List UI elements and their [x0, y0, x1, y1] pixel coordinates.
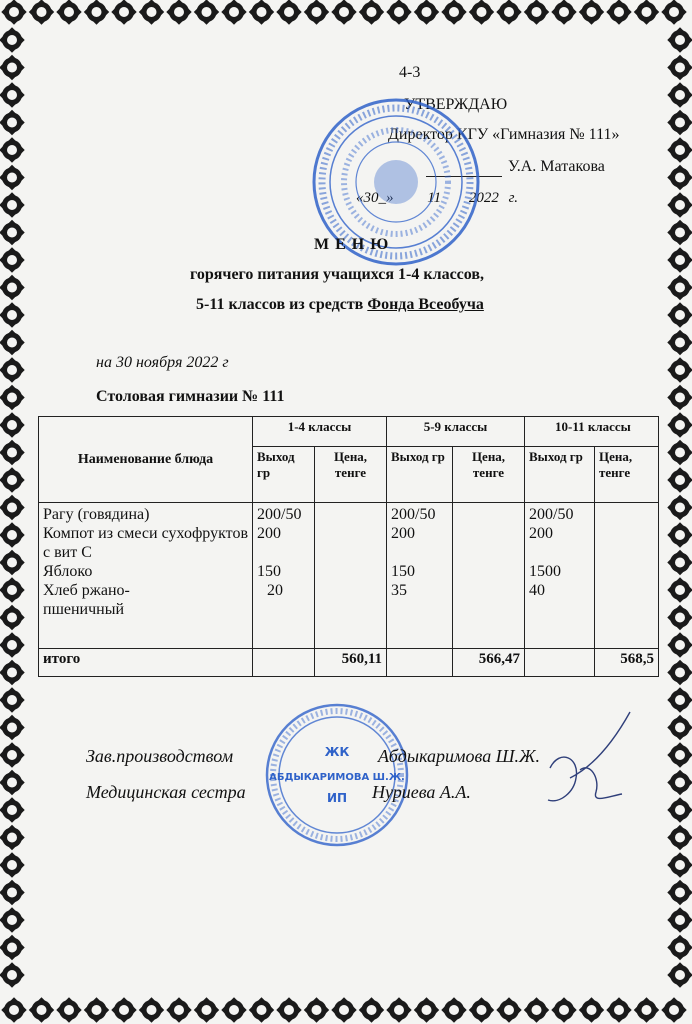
border-ornament-icon	[166, 997, 191, 1022]
border-ornament-icon	[667, 770, 692, 795]
border-ornament-icon	[667, 440, 692, 465]
menu-subtitle-2	[196, 296, 484, 314]
border-ornament-icon	[29, 0, 54, 25]
border-ornament-icon	[667, 852, 692, 877]
border-ornament-icon	[667, 797, 692, 822]
border-ornament-icon	[667, 357, 692, 382]
dish-item: Компот из смеси сухофруктов с вит С	[43, 525, 248, 561]
role-production-head: Зав.производством	[86, 746, 234, 766]
output-col-10-11	[525, 503, 595, 649]
output-cell: 1500	[529, 563, 561, 580]
border-ornament-icon	[0, 660, 25, 685]
border-ornament-icon	[0, 522, 25, 547]
menu-title: М Е Н Ю	[314, 236, 390, 253]
header-group-10-11: 10-11 классы	[525, 417, 659, 447]
border-ornament-icon	[667, 412, 692, 437]
border-ornament-icon	[667, 825, 692, 850]
border-ornament-icon	[524, 997, 549, 1022]
border-ornament-icon	[276, 0, 301, 25]
menu-subtitle-1: горячего питания учащихся 1-4 классов,	[190, 266, 485, 283]
dish-item: Хлеб ржано-пшеничный	[43, 582, 130, 618]
border-ornament-icon	[194, 997, 219, 1022]
total-label: итого	[39, 649, 253, 677]
output-cell	[391, 543, 448, 562]
output-cell: 40	[529, 582, 545, 599]
border-ornament-icon	[667, 880, 692, 905]
total-empty-1	[253, 649, 315, 677]
border-ornament-icon	[667, 660, 692, 685]
border-ornament-icon	[667, 302, 692, 327]
header-output-2: Выход гр	[387, 447, 453, 503]
border-ornament-icon	[249, 997, 274, 1022]
border-ornament-icon	[0, 302, 25, 327]
border-ornament-icon	[579, 0, 604, 25]
border-ornament-icon	[0, 110, 25, 135]
stamp-text-name: АБДЫКАРИМОВА Ш.Ж.	[269, 772, 405, 783]
border-ornament-icon	[0, 605, 25, 630]
header-group-1-4: 1-4 классы	[253, 417, 387, 447]
dish-item: Яблоко	[43, 563, 93, 580]
border-ornament-icon	[667, 110, 692, 135]
border-ornament-icon	[194, 0, 219, 25]
border-ornament-icon	[667, 495, 692, 520]
output-cell: 150	[257, 563, 281, 580]
price-col-5-9	[453, 503, 525, 649]
border-ornament-icon	[166, 0, 191, 25]
output-cell: 200/50	[257, 506, 302, 523]
border-ornament-icon	[0, 165, 25, 190]
header-group-5-9: 5-9 классы	[387, 417, 525, 447]
total-empty-2	[387, 649, 453, 677]
stamp-text-bottom: ИП	[326, 791, 348, 805]
border-ornament-icon	[139, 997, 164, 1022]
border-ornament-icon	[331, 0, 356, 25]
border-ornament-icon	[661, 997, 686, 1022]
border-ornament-icon	[414, 0, 439, 25]
output-cell: 200	[529, 525, 553, 542]
border-ornament-icon	[606, 997, 631, 1022]
border-ornament-icon	[56, 0, 81, 25]
date-day: «30_»	[356, 190, 394, 206]
border-ornament-icon	[0, 247, 25, 272]
border-ornament-icon	[0, 27, 25, 52]
border-ornament-icon	[0, 880, 25, 905]
dish-list	[39, 503, 253, 649]
border-ornament-icon	[359, 997, 384, 1022]
output-cell: 150	[391, 563, 415, 580]
output-cell: 200	[257, 525, 281, 542]
header-price-2: Цена, тенге	[453, 447, 525, 503]
border-ornament-icon	[667, 522, 692, 547]
border-ornament-icon	[667, 715, 692, 740]
border-ornament-icon	[469, 0, 494, 25]
stamp-text-top: ЖК	[324, 745, 350, 759]
border-ornament-icon	[606, 0, 631, 25]
output-cell: 35	[391, 582, 407, 599]
date-year: 2022	[468, 190, 499, 206]
header-price-3: Цена, тенге	[595, 447, 659, 503]
border-ornament-icon	[441, 997, 466, 1022]
border-ornament-icon	[0, 82, 25, 107]
border-ornament-icon	[0, 687, 25, 712]
border-ornament-icon	[0, 852, 25, 877]
price-col-10-11	[595, 503, 659, 649]
border-ornament-icon	[0, 275, 25, 300]
output-cell: 200/50	[529, 506, 574, 523]
border-ornament-icon	[469, 997, 494, 1022]
border-ornament-icon	[667, 577, 692, 602]
menu-date: на 30 ноября 2022 г	[96, 354, 229, 371]
border-ornament-icon	[667, 687, 692, 712]
border-ornament-icon	[496, 0, 521, 25]
border-ornament-icon	[0, 495, 25, 520]
border-ornament-icon	[667, 632, 692, 657]
output-col-5-9	[387, 503, 453, 649]
border-ornament-icon	[667, 82, 692, 107]
fund-name: Фонда Всеобуча	[367, 296, 484, 313]
border-ornament-icon	[0, 907, 25, 932]
subtitle-2-text: 5-11 классов из средств	[196, 296, 368, 313]
border-ornament-icon	[0, 467, 25, 492]
border-ornament-icon	[667, 220, 692, 245]
border-ornament-icon	[667, 605, 692, 630]
border-ornament-icon	[249, 0, 274, 25]
header-price-1: Цена, тенге	[315, 447, 387, 503]
header-output-3: Выход гр	[525, 447, 595, 503]
menu-table	[38, 416, 659, 677]
border-ornament-icon	[0, 770, 25, 795]
border-ornament-icon	[0, 632, 25, 657]
total-1-4: 560,11	[315, 649, 387, 677]
border-ornament-icon	[1, 0, 26, 25]
border-ornament-icon	[0, 220, 25, 245]
page-number: 4-3	[399, 64, 421, 81]
output-cell	[257, 543, 310, 562]
handwritten-signature	[540, 708, 640, 808]
border-ornament-icon	[551, 997, 576, 1022]
border-ornament-icon	[56, 997, 81, 1022]
dish-item: Рагу (говядина)	[43, 506, 150, 523]
border-ornament-icon	[0, 192, 25, 217]
ip-stamp	[262, 700, 412, 850]
border-ornament-icon	[386, 997, 411, 1022]
border-ornament-icon	[667, 330, 692, 355]
total-empty-3	[525, 649, 595, 677]
border-ornament-icon	[667, 907, 692, 932]
border-ornament-icon	[139, 0, 164, 25]
border-ornament-icon	[667, 935, 692, 960]
border-ornament-icon	[0, 330, 25, 355]
border-ornament-icon	[667, 550, 692, 575]
border-ornament-icon	[0, 825, 25, 850]
border-ornament-icon	[579, 997, 604, 1022]
border-ornament-icon	[111, 0, 136, 25]
border-ornament-icon	[386, 0, 411, 25]
border-ornament-icon	[661, 0, 686, 25]
canteen-name: Столовая гимназии № 111	[96, 388, 285, 405]
border-ornament-icon	[667, 192, 692, 217]
border-ornament-icon	[331, 997, 356, 1022]
border-ornament-icon	[496, 997, 521, 1022]
role-nurse: Медицинская сестра	[86, 782, 246, 802]
price-col-1-4	[315, 503, 387, 649]
output-col-1-4	[253, 503, 315, 649]
date-month: 11	[427, 190, 442, 206]
date-suffix: г.	[508, 190, 519, 206]
border-ornament-icon	[84, 0, 109, 25]
border-ornament-icon	[84, 997, 109, 1022]
output-cell: 20	[267, 582, 283, 599]
border-ornament-icon	[276, 997, 301, 1022]
border-ornament-icon	[221, 0, 246, 25]
border-ornament-icon	[441, 0, 466, 25]
border-ornament-icon	[0, 385, 25, 410]
header-output-1: Выход гр	[253, 447, 315, 503]
border-ornament-icon	[0, 357, 25, 382]
border-ornament-icon	[111, 997, 136, 1022]
border-ornament-icon	[304, 0, 329, 25]
border-ornament-icon	[667, 165, 692, 190]
border-ornament-icon	[221, 997, 246, 1022]
border-ornament-icon	[667, 467, 692, 492]
border-ornament-icon	[0, 137, 25, 162]
border-ornament-icon	[634, 0, 659, 25]
border-ornament-icon	[0, 715, 25, 740]
border-ornament-icon	[0, 577, 25, 602]
border-ornament-icon	[0, 412, 25, 437]
border-ornament-icon	[0, 550, 25, 575]
total-5-9: 566,47	[453, 649, 525, 677]
total-10-11: 568,5	[595, 649, 659, 677]
border-ornament-icon	[667, 962, 692, 987]
border-ornament-icon	[0, 935, 25, 960]
border-ornament-icon	[667, 385, 692, 410]
approve-position: Директор КГУ «Гимназия № 111»	[388, 126, 620, 143]
border-ornament-icon	[551, 0, 576, 25]
output-cell: 200	[391, 525, 415, 542]
output-cell: 200/50	[391, 506, 436, 523]
border-ornament-icon	[0, 440, 25, 465]
director-name: У.А. Матакова	[508, 158, 605, 175]
border-ornament-icon	[667, 137, 692, 162]
border-ornament-icon	[0, 55, 25, 80]
border-ornament-icon	[667, 55, 692, 80]
border-ornament-icon	[667, 742, 692, 767]
border-ornament-icon	[524, 0, 549, 25]
border-ornament-icon	[1, 997, 26, 1022]
border-ornament-icon	[414, 997, 439, 1022]
border-ornament-icon	[359, 0, 384, 25]
border-ornament-icon	[634, 997, 659, 1022]
border-ornament-icon	[667, 27, 692, 52]
border-ornament-icon	[667, 275, 692, 300]
border-ornament-icon	[29, 997, 54, 1022]
border-ornament-icon	[667, 247, 692, 272]
output-cell	[529, 543, 590, 562]
border-ornament-icon	[304, 997, 329, 1022]
border-ornament-icon	[0, 742, 25, 767]
approve-title: УТВЕРЖДАЮ	[404, 96, 508, 113]
name-production-head: Абдыкаримова Ш.Ж.	[378, 746, 540, 766]
name-nurse: Нуриева А.А.	[372, 782, 471, 802]
header-dish: Наименование блюда	[39, 417, 253, 503]
border-ornament-icon	[0, 797, 25, 822]
border-ornament-icon	[0, 962, 25, 987]
